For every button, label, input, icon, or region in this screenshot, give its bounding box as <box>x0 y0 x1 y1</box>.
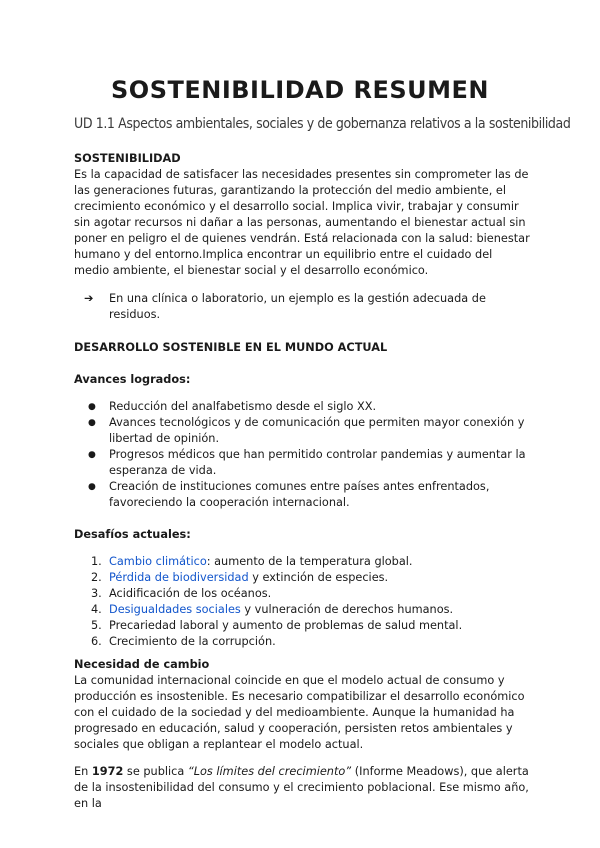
arrow-right-icon: ➔ <box>84 292 94 305</box>
link-desigualdades-sociales[interactable]: Desigualdades sociales <box>109 603 241 616</box>
list-item: 6. Crecimiento de la corrupción. <box>91 635 276 648</box>
example-list <box>74 291 530 323</box>
avances-list <box>74 399 530 511</box>
desafios-list <box>74 554 530 650</box>
bullet-icon: ● <box>88 482 96 492</box>
bullet-icon: ● <box>88 402 96 412</box>
document-body <box>74 151 530 812</box>
list-item: ● Avances tecnológicos y de comunicación que permiten mayor conexión y libertad de opinión. <box>88 416 525 445</box>
link-cambio-climatico[interactable]: Cambio climático <box>109 555 207 568</box>
list-item: ● Creación de instituciones comunes entre países antes enfrentados, favoreciendo la cooperación internacional. <box>88 480 490 509</box>
list-item: 2. Pérdida de biodiversidad y extinción de especies. <box>91 571 389 584</box>
section-heading-desarrollo: DESARROLLO SOSTENIBLE EN EL MUNDO ACTUAL <box>74 341 388 354</box>
list-number: 2. <box>91 571 102 584</box>
section-heading-cambio: Necesidad de cambio <box>74 658 210 671</box>
subheading-desafios: Desafíos actuales: <box>74 528 191 541</box>
document-title: SOSTENIBILIDAD RESUMEN <box>111 76 489 104</box>
list-item: 3. Acidificación de los océanos. <box>91 587 272 600</box>
book-title: “Los límites del crecimiento” <box>187 765 352 778</box>
paragraph-cambio: La comunidad internacional coincide en que el modelo actual de consumo y producción es insostenible. Es necesario compatibilizar el desarrollo económico con el cuidado de la sociedad y del medioambiente. Aunque la humanidad ha progresado en educación, salud y cooperación, persisten retos ambientales y sociales que obligan a replantear el modelo actual. <box>74 674 525 751</box>
list-item: 1. Cambio climático: aumento de la temperatura global. <box>91 555 413 568</box>
list-number: 6. <box>91 635 102 648</box>
paragraph-sostenibilidad: Es la capacidad de satisfacer las necesidades presentes sin comprometer las de las generaciones futuras, garantizando la protección del medio ambiente, el crecimiento económico y el desarrollo social. Implica vivir, trabajar y consumir sin agotar recursos ni dañar a las personas, aumentando el bienestar actual sin poner en peligro el de quienes vendrán. Está relacionada con la salud: bienestar humano y del entorno.Implica encontrar un equilibrio entre el cuidado del medio ambiente, el bienestar social y el desarrollo económico. <box>74 168 530 277</box>
list-number: 3. <box>91 587 102 600</box>
list-number: 4. <box>91 603 102 616</box>
list-item: 4. Desigualdades sociales y vulneración de derechos humanos. <box>91 603 454 616</box>
document-subtitle: UD 1.1 Aspectos ambientales, sociales y de gobernanza relativos a la sostenibilidad <box>74 116 571 132</box>
section-heading-sostenibilidad: SOSTENIBILIDAD <box>74 152 181 165</box>
paragraph-limites: En 1972 se publica “Los límites del crecimiento” (Informe Meadows), que alerta de la insostenibilidad del consumo y el crecimiento poblacional. Ese mismo año, en la <box>74 765 529 810</box>
bullet-icon: ● <box>88 418 96 428</box>
list-item: 5. Precariedad laboral y aumento de problemas de salud mental. <box>91 619 463 632</box>
list-number: 5. <box>91 619 102 632</box>
bullet-icon: ● <box>88 450 96 460</box>
subheading-avances: Avances logrados: <box>74 373 191 386</box>
link-perdida-biodiversidad[interactable]: Pérdida de biodiversidad <box>109 571 249 584</box>
list-item: ● Reducción del analfabetismo desde el siglo XX. <box>88 400 377 413</box>
year-1972: 1972 <box>91 765 124 778</box>
list-item: ● Progresos médicos que han permitido controlar pandemias y aumentar la esperanza de vida. <box>88 448 526 477</box>
list-number: 1. <box>91 555 102 568</box>
list-item: ➔ En una clínica o laboratorio, un ejemplo es la gestión adecuada de residuos. <box>84 292 486 321</box>
